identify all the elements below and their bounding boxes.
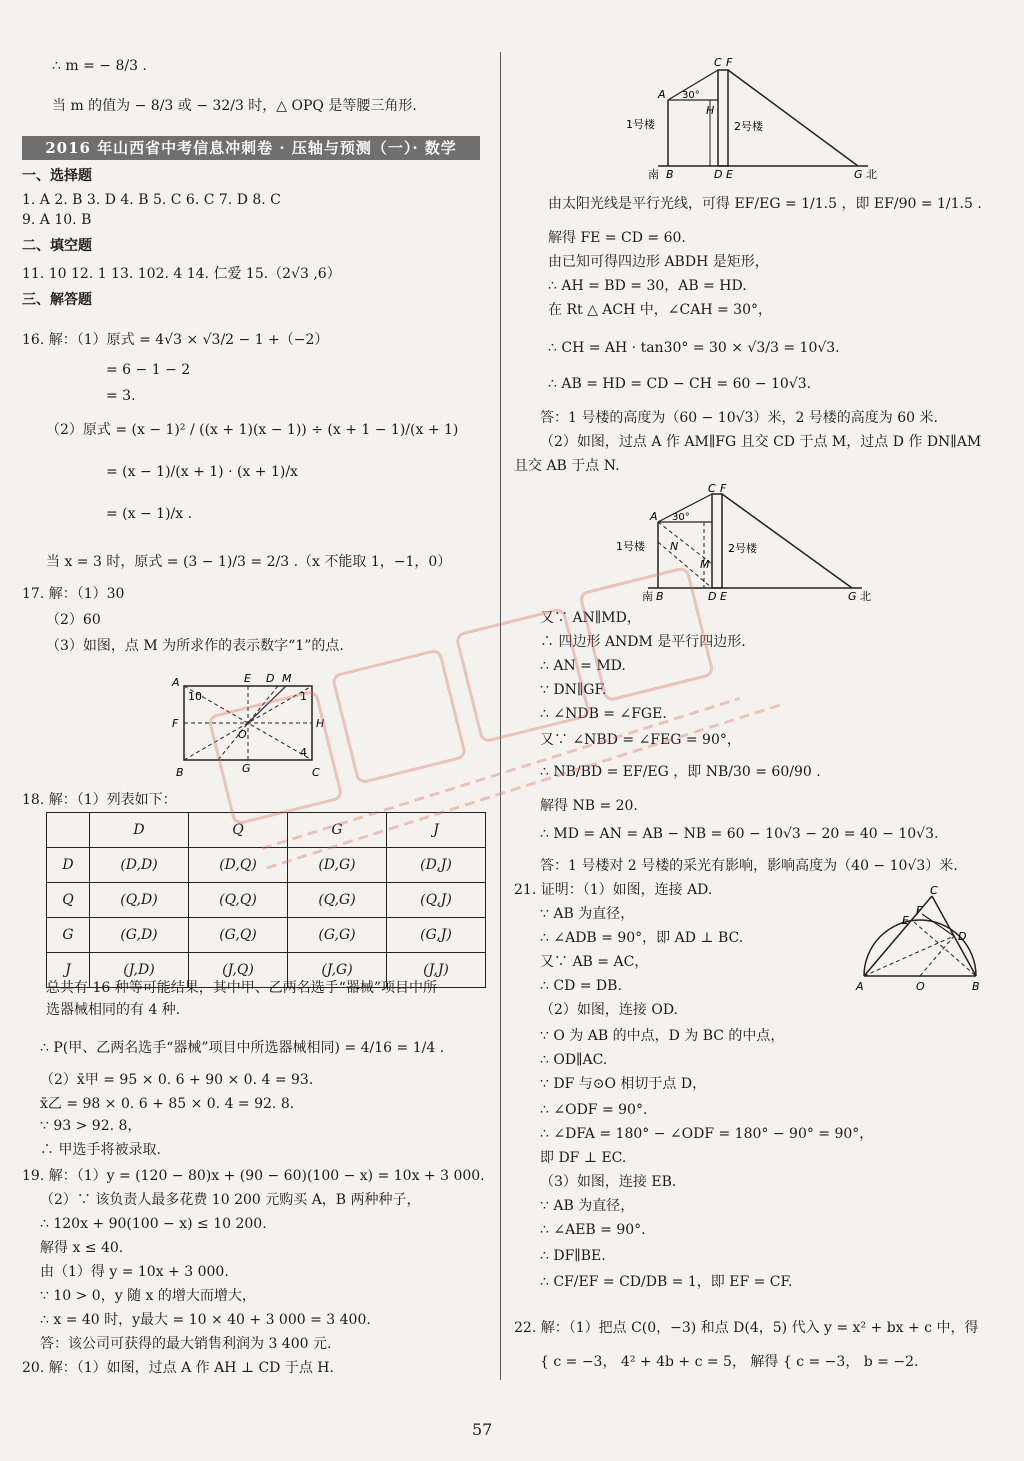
- svg-text:南: 南: [648, 168, 659, 180]
- right-line: ∴ CH = AH · tan30° = 30 × √3/3 = 10√3.: [548, 340, 840, 356]
- q21-line: ∴ DF∥BE.: [540, 1248, 606, 1264]
- q16-line: 当 x = 3 时，原式 = (3 − 1)/3 = 2/3 .（x 不能取 1，−1，0）: [46, 554, 452, 570]
- svg-text:B: B: [176, 766, 184, 779]
- q19-line: （2）∵ 该负责人最多花费 10 200 元购买 A，B 两种种子，: [40, 1192, 421, 1208]
- q21-line: ∵ DF 与⊙O 相切于点 D，: [540, 1076, 707, 1092]
- svg-text:北: 北: [860, 590, 871, 603]
- svg-text:G: G: [848, 590, 857, 603]
- right-line: ∴ AB = HD = CD − CH = 60 − 10√3.: [548, 376, 812, 392]
- q21-line: 又∵ AB = AC，: [540, 954, 649, 970]
- svg-text:G: G: [242, 762, 251, 775]
- svg-text:C: C: [708, 484, 716, 495]
- svg-text:B: B: [666, 168, 674, 180]
- svg-text:北: 北: [866, 168, 877, 180]
- svg-text:F: F: [172, 717, 179, 730]
- svg-text:B: B: [972, 980, 980, 993]
- q18-line: 选器械相同的有 4 种.: [46, 1002, 181, 1018]
- right-line: 解得 NB = 20.: [540, 798, 638, 814]
- q18-title: 18. 解：（1）列表如下：: [22, 792, 177, 808]
- building-figure-1: [618, 56, 888, 180]
- svg-text:C: C: [714, 56, 722, 69]
- svg-text:A: A: [658, 88, 666, 101]
- right-line: ∵ DN∥GF.: [540, 682, 607, 698]
- choice-answers-1: 1. A 2. B 3. D 4. B 5. C 6. C 7. D 8. C: [22, 192, 281, 208]
- right-line: 解得 FE = CD = 60.: [548, 230, 686, 246]
- table-row: G (G,D) (G,Q) (G,G) (G,J): [47, 918, 486, 953]
- svg-text:4: 4: [300, 746, 307, 759]
- q18-line: ∴ P(甲、乙两名选手“器械”项目中所选器械相同) = 4/16 = 1/4 .: [40, 1040, 445, 1056]
- q22-line: { c = −3， 4² + 4b + c = 5， 解得 { c = −3， b = −2.: [540, 1354, 919, 1370]
- right-line: 答：1 号楼对 2 号楼的采光有影响，影响高度为（40 − 10√3）米.: [540, 858, 958, 874]
- svg-text:C: C: [930, 884, 938, 897]
- q19-line: 19. 解：（1）y = (120 − 80)x + (90 − 60)(100 − x) = 10x + 3 000.: [22, 1168, 485, 1184]
- right-line: ∴ AH = BD = 30，AB = HD.: [548, 278, 747, 294]
- q16-line: = (x − 1)/(x + 1) · (x + 1)/x: [106, 464, 298, 480]
- svg-text:A: A: [856, 980, 864, 993]
- fill-answers: 11. 10 12. 1 13. 102. 4 14. 仁爱 15.（2√3 ,6）: [22, 266, 341, 282]
- q19-line: 由（1）得 y = 10x + 3 000.: [40, 1264, 229, 1280]
- column-divider: [500, 52, 501, 1380]
- q16-line: = (x − 1)/x .: [106, 506, 193, 522]
- svg-text:F: F: [726, 56, 733, 69]
- svg-text:A: A: [172, 676, 180, 689]
- right-line: （2）如图，过点 A 作 AM∥FG 且交 CD 于点 M，过点 D 作 DN∥AM: [540, 434, 982, 450]
- m-value-line: ∴ m = − 8/3 .: [52, 58, 147, 74]
- q21-line: ∵ O 为 AB 的中点，D 为 BC 的中点，: [540, 1028, 785, 1044]
- section-choice-title: 一、选择题: [22, 168, 92, 184]
- q21-line: ∴ ∠DFA = 180° − ∠ODF = 180° − 90° = 90°，: [540, 1126, 874, 1142]
- svg-text:F: F: [720, 484, 727, 495]
- section-banner: 2016 年山西省中考信息冲刺卷 · 压轴与预测（一）· 数学: [22, 136, 480, 160]
- building-figure-2: [612, 484, 882, 606]
- outcome-table: [46, 812, 486, 988]
- q16-line: 16. 解：（1）原式 = 4√3 × √3/2 − 1 +（−2）: [22, 332, 329, 348]
- svg-text:M: M: [282, 672, 292, 685]
- right-line: 在 Rt △ ACH 中，∠CAH = 30°，: [548, 302, 772, 318]
- svg-text:D: D: [266, 672, 275, 685]
- conclusion-line: 当 m 的值为 − 8/3 或 − 32/3 时，△ OPQ 是等腰三角形.: [52, 98, 417, 114]
- q18-line: ∴ 甲选手将被录取.: [40, 1142, 161, 1158]
- right-line: ∴ NB/BD = EF/EG ，即 NB/30 = 60/90 .: [540, 764, 821, 780]
- svg-text:E: E: [720, 590, 727, 603]
- svg-text:E: E: [726, 168, 733, 180]
- section-solve-title: 三、解答题: [22, 292, 92, 308]
- svg-text:E: E: [244, 672, 251, 685]
- svg-text:E: E: [902, 914, 909, 927]
- right-line: 由已知可得四边形 ABDH 是矩形，: [548, 254, 769, 270]
- q22-line: 22. 解：（1）把点 C(0，−3) 和点 D(4，5) 代入 y = x² + bx + c 中，得: [514, 1320, 979, 1336]
- q19-line: 解得 x ≤ 40.: [40, 1240, 124, 1256]
- svg-text:30°: 30°: [682, 90, 700, 101]
- rectangle-figure: [168, 672, 338, 784]
- svg-text:F: F: [916, 904, 923, 917]
- right-line: ∴ MD = AN = AB − NB = 60 − 10√3 − 20 = 40 − 10√3.: [540, 826, 939, 842]
- q19-line: ∴ x = 40 时，y最大 = 10 × 40 + 3 000 = 3 400.: [40, 1312, 371, 1328]
- q16-line: （2）原式 = (x − 1)² / ((x + 1)(x − 1)) ÷ (x + 1 − 1)/(x + 1): [46, 422, 459, 438]
- right-line: 又∵ ∠NBD = ∠FEG = 90°，: [540, 732, 741, 748]
- svg-text:南: 南: [642, 590, 653, 603]
- q21-line: ∴ OD∥AC.: [540, 1052, 608, 1068]
- svg-text:B: B: [656, 590, 664, 603]
- svg-text:1号楼: 1号楼: [616, 540, 645, 553]
- right-line: ∴ 四边形 ANDM 是平行四边形.: [540, 634, 746, 650]
- q21-line: （2）如图，连接 OD.: [540, 1002, 679, 1018]
- table-header-row: D Q G J: [47, 813, 486, 848]
- q21-line: 21. 证明：（1）如图，连接 AD.: [514, 882, 713, 898]
- svg-text:1号楼: 1号楼: [626, 118, 655, 131]
- page-number: 57: [472, 1420, 493, 1439]
- q21-line: ∴ CF/EF = CD/DB = 1，即 EF = CF.: [540, 1274, 793, 1290]
- right-line: ∴ ∠NDB = ∠FGE.: [540, 706, 667, 722]
- q16-line: = 6 − 1 − 2: [106, 362, 191, 378]
- q21-line: 即 DF ⊥ EC.: [540, 1150, 627, 1166]
- choice-answers-2: 9. A 10. B: [22, 212, 92, 228]
- q21-line: ∴ ∠AEB = 90°.: [540, 1222, 646, 1238]
- q19-line: 答：该公司可获得的最大销售利润为 3 400 元.: [40, 1336, 332, 1352]
- q19-line: ∴ 120x + 90(100 − x) ≤ 10 200.: [40, 1216, 267, 1232]
- right-line: 且交 AB 于点 N.: [514, 458, 620, 474]
- svg-text:G: G: [854, 168, 863, 180]
- svg-text:10: 10: [188, 690, 202, 703]
- right-line: 又∵ AN∥MD，: [540, 610, 641, 626]
- q18-line: ∵ 93 > 92. 8，: [40, 1118, 142, 1134]
- svg-text:H: H: [316, 717, 325, 730]
- svg-text:A: A: [650, 510, 658, 523]
- circle-figure: [852, 884, 984, 996]
- q21-line: ∵ AB 为直径，: [540, 906, 635, 922]
- q18-line: x̄乙 = 98 × 0. 6 + 85 × 0. 4 = 92. 8.: [40, 1096, 295, 1112]
- q17-line: 17. 解：（1）30: [22, 586, 125, 602]
- q19-line: ∵ 10 > 0，y 随 x 的增大而增大，: [40, 1288, 256, 1304]
- svg-text:H: H: [706, 104, 715, 117]
- svg-text:N: N: [670, 540, 679, 553]
- q20-start: 20. 解：（1）如图，过点 A 作 AH ⊥ CD 于点 H.: [22, 1360, 334, 1376]
- q18-line: （2）x̄甲 = 95 × 0. 6 + 90 × 0. 4 = 93.: [40, 1072, 314, 1088]
- svg-text:1: 1: [300, 690, 307, 703]
- svg-text:C: C: [312, 766, 320, 779]
- table-row: D (D,D) (D,Q) (D,G) (D,J): [47, 848, 486, 883]
- right-line: 由太阳光线是平行光线，可得 EF/EG = 1/1.5 ，即 EF/90 = 1/1.5 .: [548, 196, 982, 212]
- section-fill-title: 二、填空题: [22, 238, 92, 254]
- q21-line: ∴ ∠ODF = 90°.: [540, 1102, 648, 1118]
- q18-line: 总共有 16 种等可能结果，其中甲、乙两名选手“器械”项目中所: [46, 980, 438, 996]
- q17-line: （2）60: [46, 612, 101, 628]
- right-line: ∴ AN = MD.: [540, 658, 626, 674]
- svg-text:2号楼: 2号楼: [728, 542, 757, 555]
- q21-line: ∴ ∠ADB = 90°，即 AD ⊥ BC.: [540, 930, 744, 946]
- svg-text:O: O: [916, 980, 925, 993]
- svg-text:D: D: [958, 930, 967, 943]
- svg-text:D: D: [708, 590, 717, 603]
- q21-line: ∴ CD = DB.: [540, 978, 622, 994]
- q17-line: （3）如图，点 M 为所求作的表示数字“1”的点.: [46, 638, 344, 654]
- svg-text:O: O: [238, 728, 247, 741]
- table-row: Q (Q,D) (Q,Q) (Q,G) (Q,J): [47, 883, 486, 918]
- svg-text:M: M: [700, 558, 710, 571]
- table-row: J (J,D) (J,Q) (J,G) (J,J): [47, 953, 486, 988]
- svg-text:2号楼: 2号楼: [734, 120, 763, 133]
- right-line: 答：1 号楼的高度为（60 − 10√3）米，2 号楼的高度为 60 米.: [540, 410, 938, 426]
- q21-line: （3）如图，连接 EB.: [540, 1174, 677, 1190]
- svg-text:D: D: [714, 168, 723, 180]
- q21-line: ∵ AB 为直径，: [540, 1198, 635, 1214]
- q16-line: = 3.: [106, 388, 136, 404]
- svg-text:30°: 30°: [672, 512, 690, 523]
